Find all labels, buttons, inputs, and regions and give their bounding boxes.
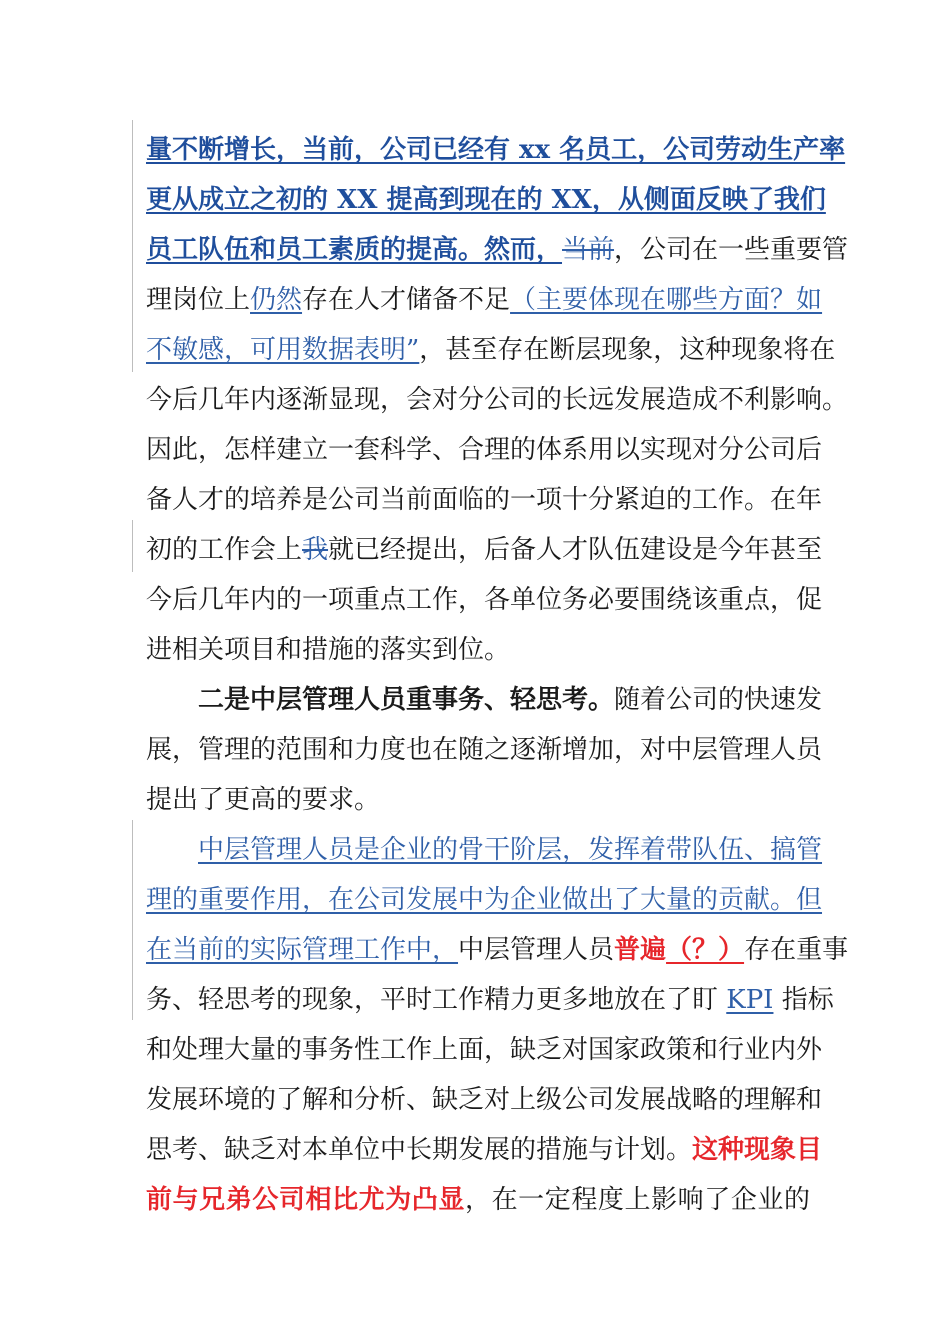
highlighted-text: 普遍 xyxy=(614,935,667,965)
highlighted-text: 这种现象目 xyxy=(692,1135,823,1165)
body-text: 务、轻思考的现象，平时工作精力更多地放在了盯 xyxy=(146,985,727,1015)
deleted-text: 当前 xyxy=(562,235,615,265)
text-line xyxy=(146,478,823,522)
body-text: 存在重事 xyxy=(744,935,849,965)
inserted-text: 量不断增长，当前，公司已经有 xx 名员工，公司劳动生产率 xyxy=(146,135,846,165)
inserted-text: 在当前的实际管理工作中， xyxy=(146,935,459,965)
body-text: 发展环境的了解和分析、缺乏对上级公司发展战略的理解和 xyxy=(146,1085,823,1115)
text-line xyxy=(146,778,810,822)
body-text: 指标 xyxy=(773,985,834,1015)
text-line xyxy=(146,428,823,472)
body-text: 备人才的培养是公司当前面临的一项十分紧迫的工作。在年 xyxy=(146,485,823,515)
body-text: ，在一定程度上影响了企业的 xyxy=(465,1185,810,1215)
section-heading: 二是中层管理人员重事务、轻思考。 xyxy=(198,685,615,715)
text-line xyxy=(146,728,823,772)
revision-margin-bar xyxy=(132,820,133,1020)
inserted-text: 更从成立之初的 XX 提高到现在的 XX，从侧面反映了我们 xyxy=(146,185,826,215)
text-line xyxy=(146,578,823,622)
text-line xyxy=(198,678,823,722)
deleted-text: 我 xyxy=(302,535,329,565)
comment-insertion: （主要体现在哪些方面？如 xyxy=(510,285,823,315)
text-line xyxy=(146,928,849,972)
text-line xyxy=(146,1128,823,1172)
text-line xyxy=(146,1078,823,1122)
body-text: 随着公司的快速发 xyxy=(614,685,823,715)
text-line xyxy=(146,328,836,372)
inserted-text: 中层管理人员是企业的骨干阶层，发挥着带队伍、搞管 xyxy=(198,835,823,865)
comment-insertion: （？） xyxy=(666,935,745,965)
body-text: 就已经提出，后备人才队伍建设是今年甚至 xyxy=(328,535,823,565)
text-line xyxy=(146,878,823,922)
text-line xyxy=(146,378,849,422)
text-line xyxy=(146,528,823,572)
inserted-text: KPI xyxy=(726,985,774,1015)
text-line xyxy=(146,278,823,322)
inserted-text: 员工队伍和员工素质的提高。然而， xyxy=(146,235,563,265)
text-line xyxy=(198,828,823,872)
body-text: 展，管理的范围和力度也在随之逐渐增加，对中层管理人员 xyxy=(146,735,823,765)
text-line xyxy=(146,128,846,172)
body-text: 提出了更高的要求。 xyxy=(146,785,381,815)
body-text: 因此，怎样建立一套科学、合理的体系用以实现对分公司后 xyxy=(146,435,823,465)
body-text: 进相关项目和措施的落实到位。 xyxy=(146,635,511,665)
body-text: ，甚至存在断层现象，这种现象将在 xyxy=(419,335,836,365)
revision-margin-bar xyxy=(132,120,133,372)
body-text: 理岗位上 xyxy=(146,285,251,315)
revision-margin-bar xyxy=(132,520,133,572)
inserted-text: 理的重要作用，在公司发展中为企业做出了大量的贡献。但 xyxy=(146,885,823,915)
body-text: 初的工作会上 xyxy=(146,535,303,565)
text-line xyxy=(146,178,826,222)
body-text: 今后几年内的一项重点工作，各单位务必要围绕该重点，促 xyxy=(146,585,823,615)
comment-insertion: 不敏感，可用数据表明” xyxy=(146,335,420,365)
inserted-text: 仍然 xyxy=(250,285,303,315)
highlighted-text: 前与兄弟公司相比尤为凸显 xyxy=(146,1185,465,1215)
text-line xyxy=(146,978,834,1022)
body-text: ，公司在一些重要管 xyxy=(614,235,849,265)
text-line xyxy=(146,1028,823,1072)
body-text: 思考、缺乏对本单位中长期发展的措施与计划。 xyxy=(146,1135,693,1165)
text-line xyxy=(146,228,849,272)
body-text: 存在人才储备不足 xyxy=(302,285,511,315)
body-text: 和处理大量的事务性工作上面，缺乏对国家政策和行业内外 xyxy=(146,1035,823,1065)
body-text: 今后几年内逐渐显现，会对分公司的长远发展造成不利影响。 xyxy=(146,385,849,415)
text-line xyxy=(146,1178,810,1222)
body-text: 中层管理人员 xyxy=(458,935,615,965)
text-line xyxy=(146,628,810,672)
